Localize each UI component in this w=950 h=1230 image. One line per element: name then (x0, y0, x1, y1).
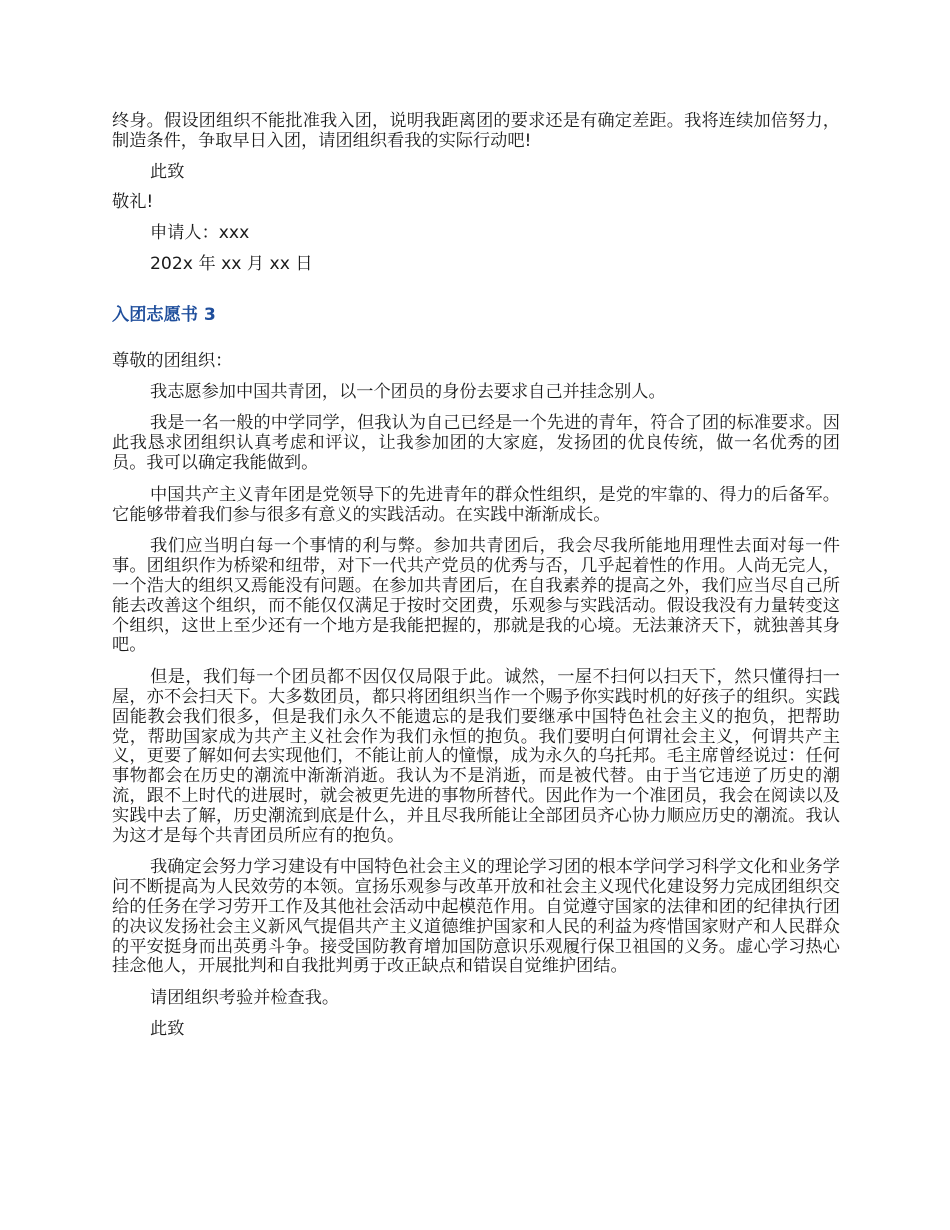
applicant-line: 申请人：xxx (150, 223, 250, 244)
intro-paragraph: 终身。假设团组织不能批准我入团，说明我距离团的要求还是有确定差距。我将连续加倍努力，制造条件，争取早日入团，请团组织看我的实际行动吧! (112, 111, 840, 151)
salute: 敬礼! (112, 192, 154, 213)
body-paragraph: 我确定会努力学习建设有中国特色社会主义的理论学习团的根本学问学习科学文化和业务学问不断提高为人民效劳的本领。宣扬乐观参与改革开放和社会主义现代化建设努力完成团组织交给的任务在学习劳开工作及其他社会活动中起模范作用。自觉遵守国家的法律和团的纪律执行团的决议发扬社会主义新风气提倡共产主义道德维护国家和人民的利益为疼惜国家财产和人民群众的平安挺身而出英勇斗争。接受国防教育增加国防意识乐观履行保卫祖国的义务。虚心学习热心挂念他人，开展批判和自我批判勇于改正缺点和错误自觉维护团结。 (112, 857, 840, 977)
body-paragraph: 但是，我们每一个团员都不因仅仅局限于此。诚然，一屋不扫何以扫天下，然只懂得扫一屋，亦不会扫天下。大多数团员，都只将团组织当作一个赐予你实践时机的好孩子的组织。实践固能教会我们很多，但是我们永久不能遗忘的是我们要继承中国特色社会主义的抱负，把帮助党，帮助国家成为共产主义社会作为我们永恒的抱负。我们要明白何谓社会主义，何谓共产主义，更要了解如何去实现他们，不能让前人的憧憬，成为永久的乌托邦。毛主席曾经说过：任何事物都会在历史的潮流中渐渐消逝。我认为不是消逝，而是被代替。由于当它违逆了历史的潮流，跟不上时代的进展时，就会被更先进的事物所替代。因此作为一个准团员，我会在阅读以及实践中去了解，历史潮流到底是什么，并且尽我所能让全部团员齐心协力顺应历史的潮流。我认为这才是每个共青团员所应有的抱负。 (112, 667, 840, 846)
body-paragraph: 我们应当明白每一个事情的利与弊。参加共青团后，我会尽我所能地用理性去面对每一件事。团组织作为桥梁和纽带，对下一代共产党员的优秀与否，几乎起着性的作用。人尚无完人，一个浩大的组织又焉能没有问题。在参加共青团后，在自我素养的提高之外，我们应当尽自己所能去改善这个组织，而不能仅仅满足于按时交团费，乐观参与实践活动。假设我没有力量转变这个组织，这世上至少还有一个地方是我能把握的，那就是我的心境。无法兼济天下，就独善其身吧。 (112, 536, 840, 656)
date-line: 202x 年 xx 月 xx 日 (150, 253, 313, 274)
greeting: 尊敬的团组织： (112, 350, 233, 371)
section-heading: 入团志愿书 3 (112, 304, 216, 325)
body-paragraph: 我是一名一般的中学同学，但我认为自己已经是一个先进的青年，符合了团的标准要求。因此我恳求团组织认真考虑和评议，让我参加团的大家庭，发扬团的优良传统，做一名优秀的团员。我可以确定我能做到。 (112, 413, 840, 473)
closing-phrase: 此致 (150, 161, 185, 182)
body-paragraph: 我志愿参加中国共青团，以一个团员的身份去要求自己并挂念别人。 (150, 381, 666, 402)
body-paragraph: 中国共产主义青年团是党领导下的先进青年的群众性组织，是党的牢靠的、得力的后备军。它能够带着我们参与很多有意义的实践活动。在实践中渐渐成长。 (112, 484, 840, 525)
body-paragraph: 请团组织考验并检查我。 (150, 988, 340, 1009)
document-page (112, 112, 840, 1040)
closing-phrase: 此致 (150, 1018, 185, 1039)
